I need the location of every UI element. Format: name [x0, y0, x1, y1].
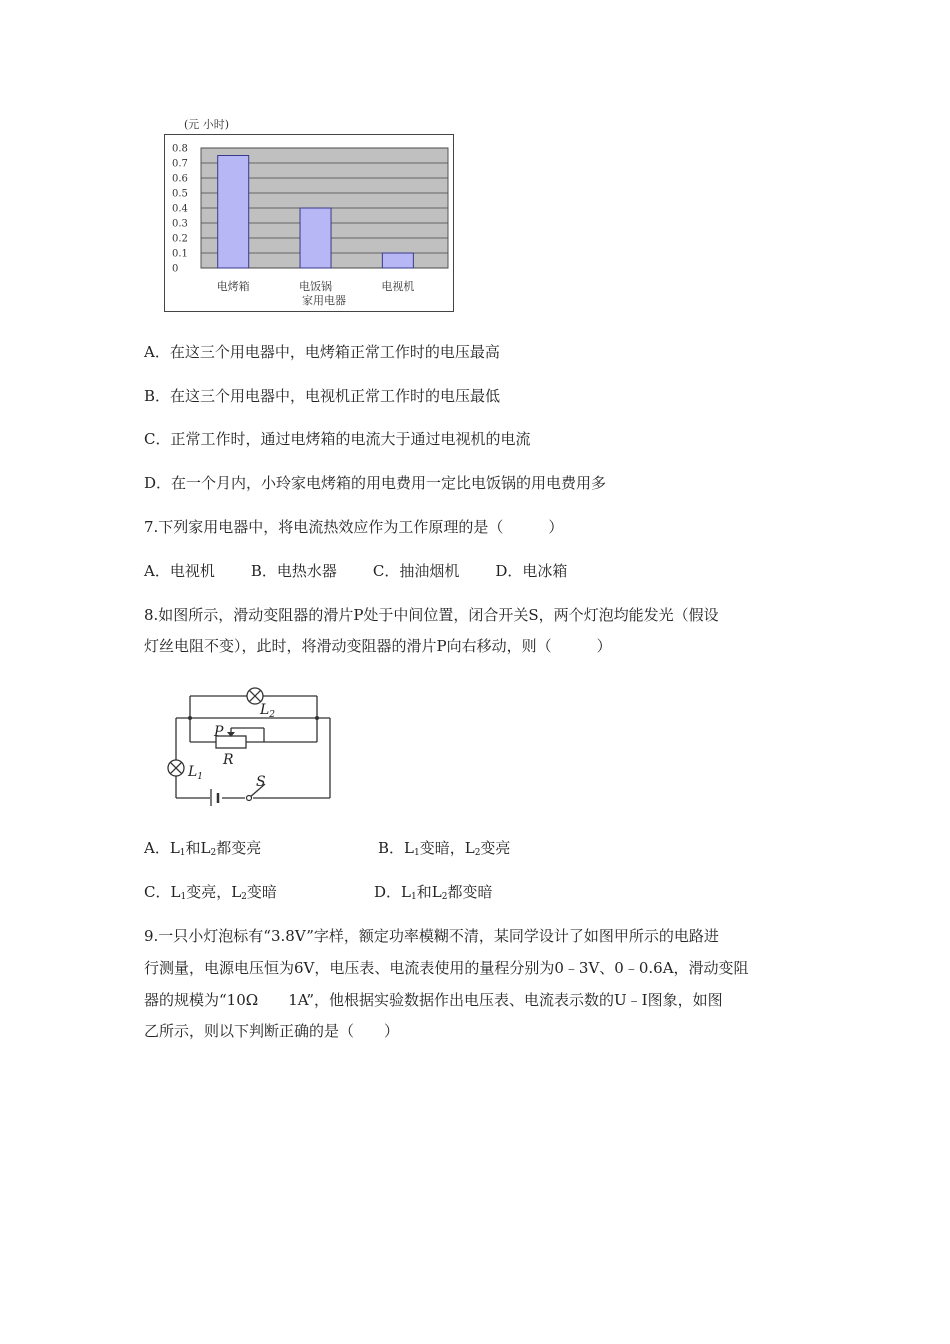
x-tick-label: 电视机: [381, 280, 415, 293]
y-unit-label: (元 小时): [184, 118, 230, 131]
y-tick-label: 0.6: [172, 173, 188, 185]
q8-circuit-diagram: [160, 676, 340, 806]
y-tick-label: 0.2: [172, 233, 188, 245]
q7-stem: 7.下列家用电器中，将电流热效应作为工作原理的是（ ）: [144, 518, 564, 536]
label-s: S: [256, 774, 266, 790]
label-l1: $L_1$: [188, 764, 204, 782]
bar: [382, 253, 413, 268]
y-tick-label: 0.3: [172, 218, 188, 230]
cost-bar-chart: [164, 116, 454, 312]
y-tick-label: 0.4: [172, 203, 188, 215]
label-l2: $L_2$: [260, 702, 276, 720]
q7-options: [144, 561, 567, 581]
q9-line4: 乙所示，则以下判断正确的是（ ）: [144, 1022, 400, 1040]
q6-option-d: D．在一个月内，小玲家电烤箱的用电费用一定比电饭锅的用电费用多: [144, 474, 607, 492]
q8-stem-line2: 灯丝电阻不变），此时，将滑动变阻器的滑片P向右移动，则（ ）: [144, 637, 612, 655]
x-axis-label: 家用电器: [302, 294, 346, 307]
q8-option-a: A．$L_1$和$L_2$都变亮: [144, 839, 262, 858]
bar: [300, 208, 331, 268]
q6-option-c: C．正常工作时，通过电烤箱的电流大于通过电视机的电流: [144, 430, 531, 448]
q9-line1: 9.一只小灯泡标有“3.8V”字样，额定功率模糊不清，某同学设计了如图甲所示的电路进: [144, 927, 719, 945]
q7-option-b: B．电热水器: [250, 562, 337, 580]
q8-option-d: D．$L_1$和$L_2$都变暗: [374, 883, 493, 902]
q6-option-a: A．在这三个用电器中，电烤箱正常工作时的电压最高: [144, 343, 500, 361]
q8-stem-line1: 8.如图所示，滑动变阻器的滑片P处于中间位置，闭合开关S，两个灯泡均能发光（假设: [144, 606, 719, 624]
switch-icon: [247, 796, 252, 801]
y-tick-label: 0.1: [172, 248, 188, 260]
q8-option-b: B．$L_1$变暗，$L_2$变亮: [378, 839, 511, 858]
y-tick-label: 0.5: [172, 188, 188, 200]
q8-option-c: C．$L_1$变亮，$L_2$变暗: [144, 883, 277, 902]
q6-option-b: B．在这三个用电器中，电视机正常工作时的电压最低: [144, 387, 501, 405]
label-p: P: [214, 724, 224, 740]
bar: [218, 156, 249, 269]
y-tick-label: 0.8: [172, 143, 188, 155]
q9-line2: 行测量，电源电压恒为6V，电压表、电流表使用的量程分别为0﹣3V、0﹣0.6A，滑动变阻: [144, 959, 749, 977]
q7-option-a: A．电视机: [144, 562, 215, 580]
label-r: R: [223, 752, 234, 768]
x-tick-label: 电饭锅: [299, 280, 333, 293]
y-tick-labels: [172, 144, 188, 275]
q7-option-c: C．抽油烟机: [372, 562, 460, 580]
q9-line3: 器的规模为“10Ω 1A”，他根据实验数据作出电压表、电流表示数的U﹣I图象，如图: [144, 991, 723, 1009]
y-tick-label: 0.7: [172, 158, 188, 170]
x-tick-label: 电烤箱: [216, 280, 250, 293]
q7-option-d: D．电冰箱: [495, 562, 568, 580]
y-tick-label: 0: [172, 263, 179, 275]
x-tick-labels: [217, 279, 415, 293]
